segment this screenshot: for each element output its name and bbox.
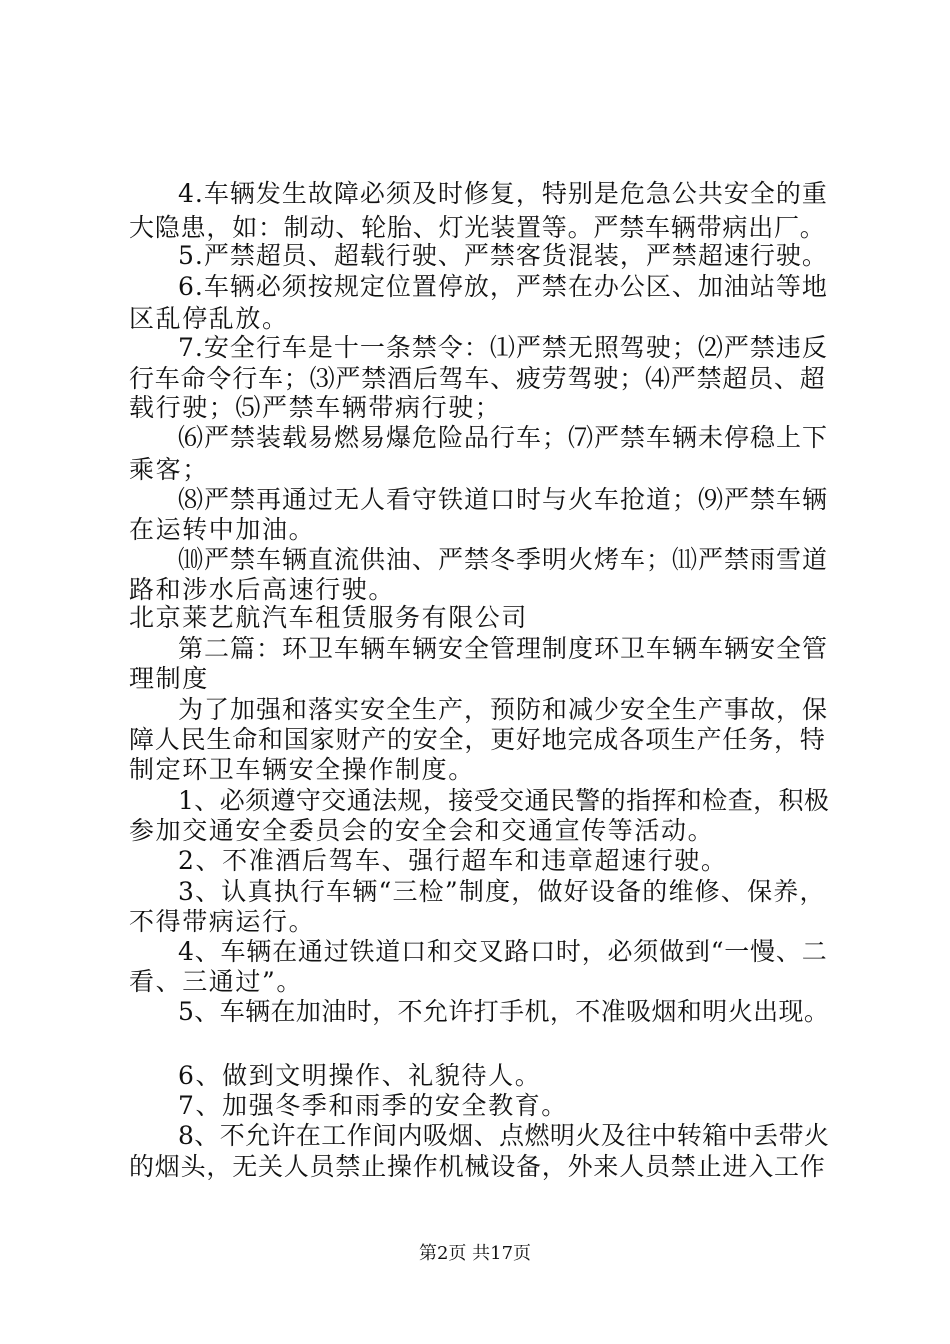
text-line: 区乱停乱放。: [129, 304, 289, 333]
text-line: 在运转中加油。: [129, 515, 316, 544]
text-line: 参加交通安全委员会的安全会和交通宣传等活动。: [129, 816, 715, 845]
company-name: 北京莱艺航汽车租赁服务有限公司: [129, 603, 529, 632]
section-heading-continued: 理制度: [129, 664, 209, 693]
text-line: 的烟头，无关人员禁止操作机械设备，外来人员禁止进入工作: [129, 1152, 826, 1181]
text-line: 2、不准酒后驾车、强行超车和违章超速行驶。: [178, 846, 728, 875]
text-line: 不得带病运行。: [129, 907, 316, 936]
text-line: 8、不允许在工作间内吸烟、点燃明火及往中转箱中丢带火: [178, 1121, 830, 1150]
text-line: 4、车辆在通过铁道口和交叉路口时，必须做到“一慢、二: [178, 937, 828, 966]
text-line: 乘客；: [129, 455, 209, 484]
text-line: 载行驶；⑸严禁车辆带病行驶；: [129, 393, 502, 422]
text-line: 为了加强和落实安全生产，预防和减少安全生产事故，保: [178, 695, 829, 724]
text-line: 5、车辆在加油时，不允许打手机，不准吸烟和明火出现。: [178, 997, 830, 1026]
text-line: 6.车辆必须按规定位置停放，严禁在办公区、加油站等地: [178, 272, 828, 301]
text-line: 行车命令行车；⑶严禁酒后驾车、疲劳驾驶；⑷严禁超员、超: [129, 364, 826, 393]
page-footer: 第2页 共17页: [418, 1243, 532, 1264]
text-line: 6、做到文明操作、礼貌待人。: [178, 1061, 542, 1090]
text-line: 障人民生命和国家财产的安全，更好地完成各项生产任务，特: [129, 725, 826, 754]
text-line: ⑽严禁车辆直流供油、严禁冬季明火烤车；⑾严禁雨雪道: [178, 545, 829, 574]
text-line: 5.严禁超员、超载行驶、严禁客货混装，严禁超速行驶。: [178, 241, 828, 270]
text-line: 看、三通过”。: [129, 967, 303, 996]
text-line: ⑹严禁装载易燃易爆危险品行车；⑺严禁车辆未停稳上下: [178, 423, 829, 452]
text-line: 路和涉水后高速行驶。: [129, 575, 396, 604]
text-line: 7.安全行车是十一条禁令：⑴严禁无照驾驶；⑵严禁违反: [178, 333, 828, 362]
text-line: 7、加强冬季和雨季的安全教育。: [178, 1091, 568, 1120]
section-heading: 第二篇：环卫车辆车辆安全管理制度环卫车辆车辆安全管: [178, 634, 829, 663]
text-line: ⑻严禁再通过无人看守铁道口时与火车抢道；⑼严禁车辆: [178, 485, 829, 514]
text-line: 1、必须遵守交通法规，接受交通民警的指挥和检查，积极: [178, 786, 830, 815]
text-line: 4.车辆发生故障必须及时修复，特别是危急公共安全的重: [178, 179, 828, 208]
text-line: 大隐患，如：制动、轮胎、灯光装置等。严禁车辆带病出厂。: [129, 213, 826, 242]
text-line: 制定环卫车辆安全操作制度。: [129, 755, 475, 784]
text-line: 3、认真执行车辆“三检”制度，做好设备的维修、保养，: [178, 877, 826, 906]
